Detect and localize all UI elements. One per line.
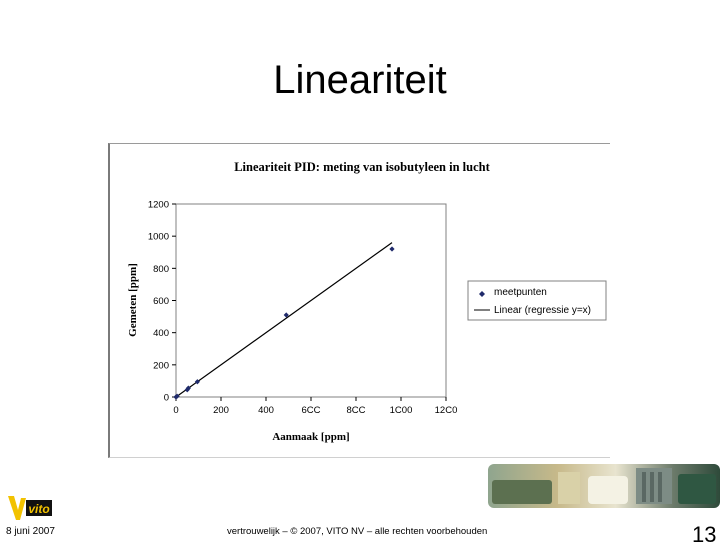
x-tick-label: 200	[213, 405, 229, 416]
x-tick-label: 6CC	[301, 405, 321, 416]
x-tick-label: 8CC	[346, 405, 366, 416]
y-axis-label: Gemeten [ppm]	[127, 263, 139, 337]
x-tick-label: 400	[258, 405, 274, 416]
x-axis-ticks	[173, 397, 457, 416]
x-axis-label: Aanmaak [ppm]	[272, 431, 350, 443]
y-tick-label: 400	[153, 328, 169, 340]
footer-date: 8 juni 2007	[6, 526, 55, 537]
x-tick-label: 12C0	[434, 405, 458, 416]
chart-title: Lineariteit PID: meting van isobutyleen in lucht	[234, 160, 490, 174]
legend-label-line: Linear (regressie y=x)	[494, 305, 591, 316]
legend	[468, 281, 606, 320]
header-banner-image	[488, 464, 720, 508]
x-tick-label: 1C00	[389, 405, 413, 416]
x-tick-label: 0	[173, 405, 179, 416]
y-tick-label: 0	[163, 392, 169, 404]
logo-text: vito	[28, 502, 50, 516]
page-number: 13	[692, 522, 717, 547]
chart-frame	[108, 143, 610, 458]
legend-label-points: meetpunten	[494, 287, 547, 298]
chart-svg	[110, 144, 610, 457]
y-tick-label: 800	[153, 263, 169, 275]
y-tick-label: 1000	[147, 231, 169, 243]
vito-logo	[6, 492, 54, 526]
footer-copyright: vertrouwelijk – © 2007, VITO NV – alle rechten voorbehouden	[227, 526, 488, 537]
slide-title: Lineariteit	[273, 58, 447, 102]
y-tick-label: 1200	[147, 199, 169, 211]
y-tick-label: 600	[153, 296, 169, 307]
y-axis-ticks	[148, 200, 176, 404]
y-tick-label: 200	[153, 360, 169, 372]
